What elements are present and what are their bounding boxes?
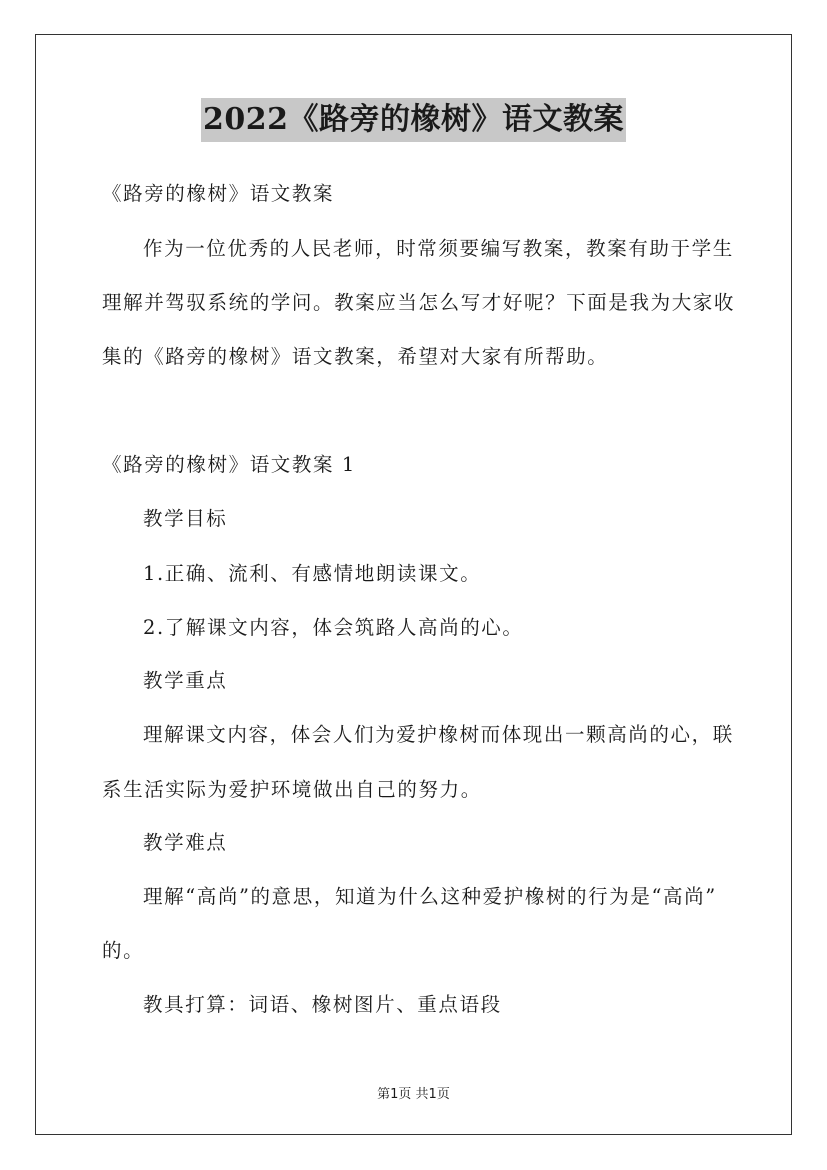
key-points-line-1: 理解课文内容，体会人们为爱护橡树而体现出一颗高尚的心，联 <box>143 723 734 746</box>
key-points-heading: 教学重点 <box>143 669 228 692</box>
section-heading: 《路旁的橡树》语文教案 1 <box>102 453 356 476</box>
difficulties-heading: 教学难点 <box>143 831 228 854</box>
intro-line-3: 集的《路旁的橡树》语文教案，希望对大家有所帮助。 <box>102 345 609 368</box>
intro-line-1: 作为一位优秀的人民老师，时常须要编写教案，教案有助于学生 <box>143 237 734 260</box>
objectives-heading: 教学目标 <box>143 507 228 530</box>
teaching-aids: 教具打算：词语、橡树图片、重点语段 <box>143 993 502 1016</box>
objective-2: 2.了解课文内容，体会筑路人高尚的心。 <box>143 616 524 639</box>
page-footer: 第1页 共1页 <box>377 1087 450 1102</box>
key-points-line-2: 系生活实际为爱护环境做出自己的努力。 <box>102 778 482 801</box>
difficulties-line-1: 理解“高尚”的意思，知道为什么这种爱护橡树的行为是“高尚” <box>143 885 717 908</box>
objective-1: 1.正确、流利、有感情地朗读课文。 <box>143 562 482 585</box>
subtitle: 《路旁的橡树》语文教案 <box>102 182 335 205</box>
document-title: 2022《路旁的橡树》语文教案 <box>201 98 626 142</box>
title-container <box>0 98 827 142</box>
intro-line-2: 理解并驾驭系统的学问。教案应当怎么写才好呢？下面是我为大家收 <box>102 291 736 314</box>
difficulties-line-2: 的。 <box>102 939 145 962</box>
